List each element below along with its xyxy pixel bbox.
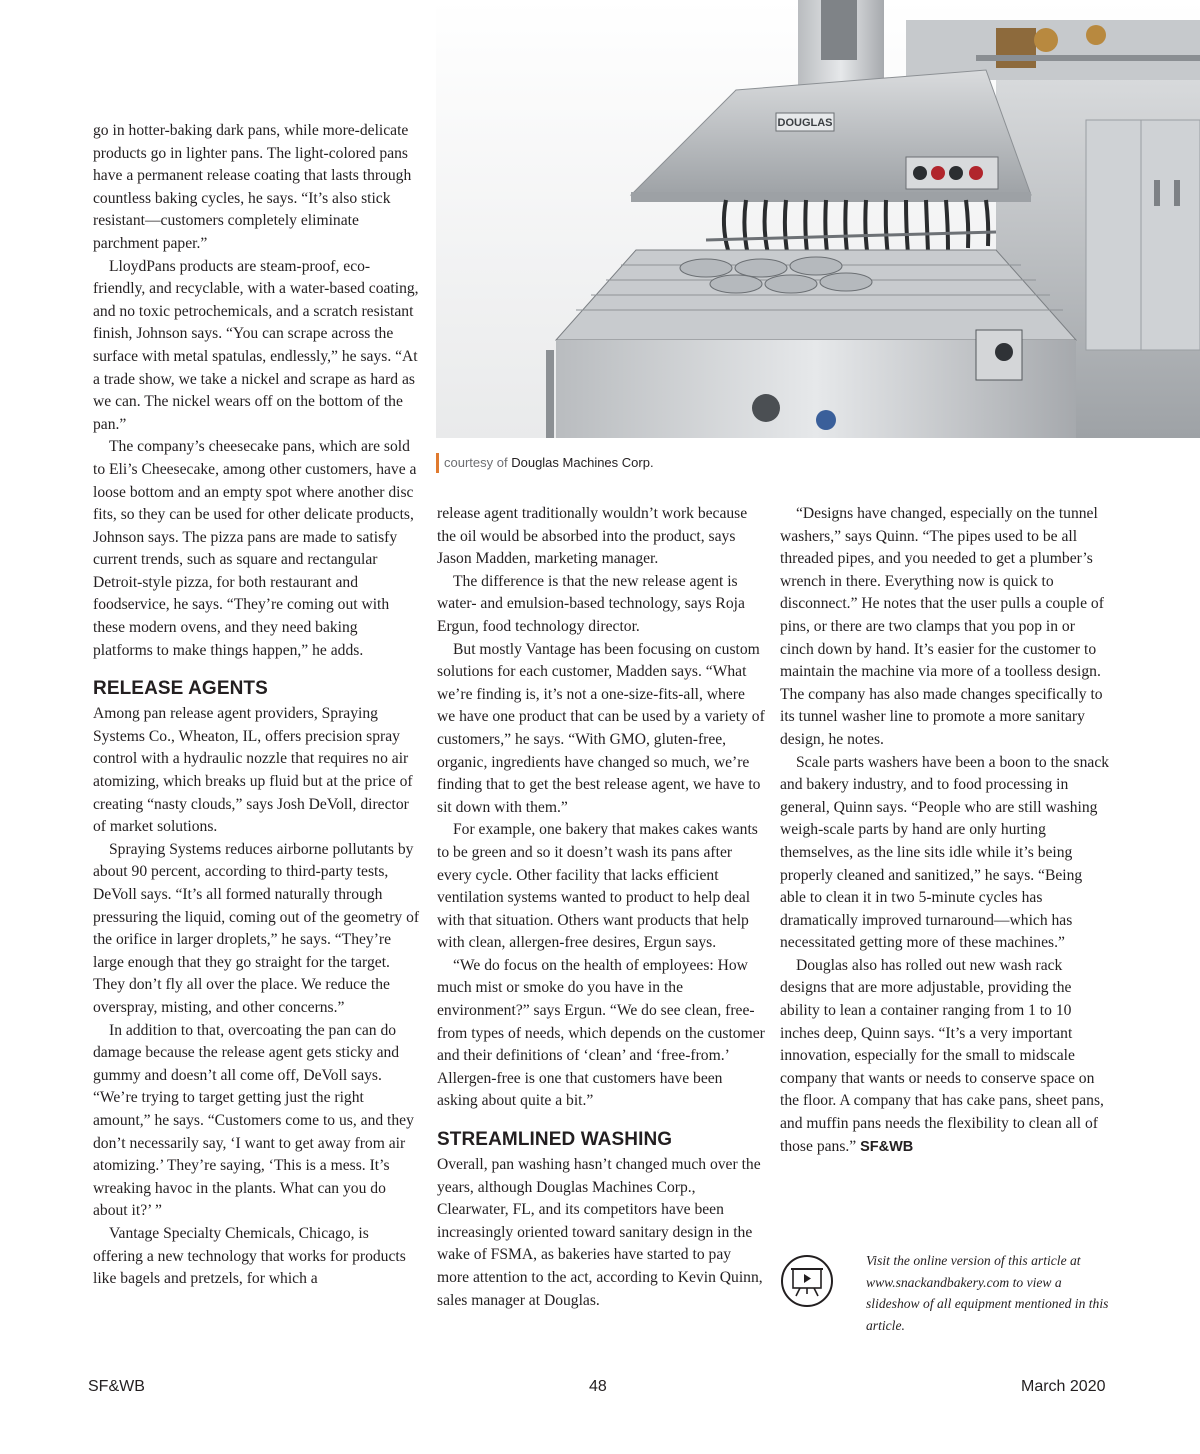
paragraph: go in hotter-baking dark pans, while more-delicate products go in lighter pans. The light-colored pans have a permanent release coating that lasts through countless baking cycles, he says. “It’s also stick resistant—customers completely eliminate parchment paper.”: [93, 122, 412, 252]
article-column-1: [93, 120, 421, 1291]
paragraph: Spraying Systems reduces airborne pollutants by about 90 percent, according to third-party tests, DeVoll says. “It’s all formed naturally through pressuring the liquid, coming out of the geometry of the orifice in larger droplets,” he says. “They’re large enough that they go straight for the target. They don’t fly all over the place. We reduce the overspray, misting, and other concerns.”: [93, 840, 420, 1016]
paragraph: For example, one bakery that makes cakes wants to be green and so it doesn’t wash its pans after every cycle. Other facility that lacks efficient ventilation systems wanted to product to help deal with that situation. Others want products that help with clean, allergen-free desires, Ergun says.: [437, 821, 758, 952]
photo-caption: [436, 453, 654, 473]
paragraph-text: Douglas also has rolled out new wash rack designs that are more adjustable, providing the ability to lean a container ranging from 1 to 10 inches deep, Quinn says. “It’s a very important innovation, especially for the small to midscale company that wants or needs to conserve space on the floor. A company that has cake pans, sheet pans, and muffin pans needs the flexibility to clean all of those pans.”: [780, 956, 1104, 1155]
caption-credit: Douglas Machines Corp.: [511, 455, 654, 470]
paragraph: “Designs have changed, especially on the tunnel washers,” says Quinn. “The pipes used to be all threaded pipes, and you needed to get a plumber’s wrench in there. Everything now is quick to disconnect.” He notes that the user pulls a couple of pins, or there are two clamps that you pop in or cinch down by hand. It’s easier for the customer to maintain the machine via more of a toolless design. The company has also made changes specifically to its tunnel washer line to promote a more sanitary design, he notes.: [780, 505, 1104, 748]
paragraph: Overall, pan washing hasn’t changed much over the years, although Douglas Machines Corp., Clearwater, FL, and its competitors have been increasingly oriented toward sanitary design in the wake of FSMA, as bakeries have started to pay more attention to the act, according to Kevin Quinn, sales manager at Douglas.: [437, 1156, 763, 1309]
article-column-3: [780, 503, 1110, 1158]
footer-magazine-name: SF&WB: [88, 1378, 145, 1395]
douglas-logo: DOUGLAS: [777, 117, 833, 129]
online-version-text: Visit the online version of this article at www.snackandbakery.com to view a slideshow of all equipment mentioned in this article.: [866, 1253, 1109, 1334]
caption-prefix: courtesy of: [444, 455, 508, 470]
paragraph: release agent traditionally wouldn’t work because the oil would be absorbed into the product, says Jason Madden, marketing manager.: [437, 505, 748, 568]
paragraph: In addition to that, overcoating the pan can do damage because the release agent gets sticky and gummy and doesn’t all come off, DeVoll says. “We’re trying to target getting just the right amount,” he says. “Customers come to us, and they don’t necessarily say, ‘I want to get away from air atomizing.’ They’re saying, ‘This is a mess. It’s wreaking havoc in the plants. What can you do about it?’ ”: [93, 1021, 414, 1220]
slideshow-presentation-icon: [780, 1254, 834, 1308]
footer-issue-date: March 2020: [1021, 1378, 1106, 1395]
paragraph: Scale parts washers have been a boon to the snack and bakery industry, and to food processing in general, Quinn says. “People who are still washing weigh-scale parts by hand are only hurting themselves, as the line sits idle while it’s being properly cleaned and sanitized,” he says. “Being able to clean it in two 5-minute cycles has dramatically improved turnaround—which has necessitated getting more of these machines.”: [780, 753, 1110, 952]
paragraph: LloydPans products are steam-proof, eco-friendly, and recyclable, with a water-based coating, and no toxic petrochemicals, and a scratch resistant finish, Johnson says. “You can scrape across the surface with metal spatulas, endlessly,” he says. “At a trade show, we take a nickel and scrape as hard as we can. The nickel wears off on the bottom of the pan.”: [93, 257, 419, 433]
paragraph: The difference is that the new release agent is water- and emulsion-based technology, says Roja Ergun, food technology director.: [437, 572, 745, 635]
paragraph: [780, 955, 1110, 1158]
douglas-washer-photo: [436, 0, 1200, 438]
footer-page-number: 48: [589, 1378, 607, 1395]
paragraph: But mostly Vantage has been focusing on custom solutions for each customer, Madden says. “What we’re finding is, it’s not a one-size-fits-all, where we have one product that can be used by a variety of customers,” he says. “With GMO, gluten-free, organic, ingredients have changed so much, we’re finding that to get the best release agent, we have to sit down with them.”: [437, 640, 765, 816]
paragraph: “We do focus on the health of employees: How much mist or smoke do you have in the environment?” says Ergun. “We do see clean, free-from types of needs, which depends on the customer and their definitions of ‘clean’ and ‘free-from.’ Allergen-free is one that customers have been asking about quite a bit.”: [437, 956, 765, 1110]
washer-machine-illustration: [436, 0, 1200, 438]
paragraph: The company’s cheesecake pans, which are sold to Eli’s Cheesecake, among other customers, have a loose bottom and an empty spot where another disc fits, so they can be used for other delicate products, Johnson says. The pizza pans are made to satisfy current trends, such as square and rectangular Detroit-style pizza, for both restaurant and foodservice, he says. “They’re coming out with these modern ovens, and they need baking platforms to make things happen,” he adds.: [93, 438, 417, 659]
paragraph: Among pan release agent providers, Spraying Systems Co., Wheaton, IL, offers precision spray control with a hydraulic nozzle that requires no air atomizing, which breaks up fluid but at the price of creating “nasty clouds,” says Josh DeVoll, director of market solutions.: [93, 705, 413, 836]
paragraph: Vantage Specialty Chemicals, Chicago, is offering a new technology that works for products like bagels and pretzels, for which a: [93, 1224, 406, 1288]
section-heading-streamlined-washing: STREAMLINED WASHING: [437, 1129, 673, 1151]
article-column-2: [437, 503, 765, 1312]
end-signature: SF&WB: [860, 1138, 914, 1155]
online-version-note: [780, 1250, 1110, 1340]
section-heading-release-agents: RELEASE AGENTS: [93, 678, 268, 700]
